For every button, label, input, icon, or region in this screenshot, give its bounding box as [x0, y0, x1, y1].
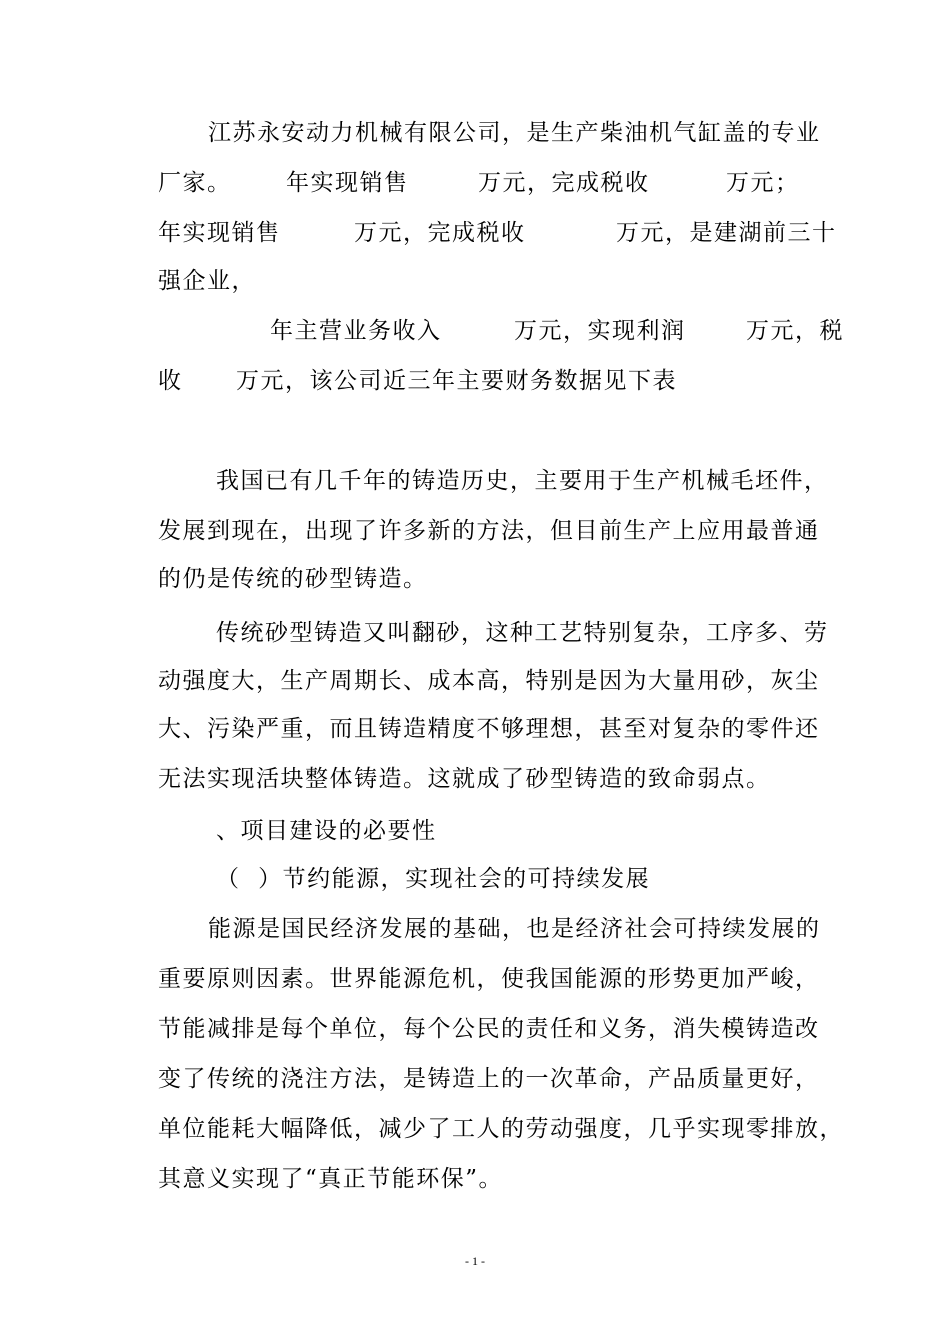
text: 动强度大，生产周期长、成本高，特别是因为大量用砂，灰尘: [158, 668, 820, 694]
text: 年实现销售: [286, 170, 409, 196]
text: 江苏永安动力机械有限公司，是生产柴油机气缸盖的专业: [208, 120, 821, 146]
paragraph-sand-casting-line-3: [158, 714, 848, 744]
paragraph-company-intro-line-1: [208, 118, 848, 148]
text: 万元，是建湖前三十: [616, 220, 837, 246]
text: 其意义实现了“真正节能环保”。: [158, 1166, 504, 1192]
text: 变了传统的浇注方法，是铸造上的一次革命，产品质量更好，: [158, 1066, 820, 1092]
paragraph-company-intro-line-2: [158, 168, 848, 198]
section-heading-necessity: [216, 816, 848, 846]
paragraph-energy-line-1: [208, 914, 848, 944]
text: 能源是国民经济发展的基础，也是经济社会可持续发展的: [208, 916, 821, 942]
paragraph-company-intro-line-4: [158, 266, 848, 296]
paragraph-company-intro-line-3: [158, 218, 848, 248]
text: 大、污染严重，而且铸造精度不够理想，甚至对复杂的零件还: [158, 716, 820, 742]
paragraph-energy-line-4: [158, 1064, 848, 1094]
text: 年实现销售: [158, 220, 281, 246]
text: 强企业，: [158, 268, 256, 294]
text: 收: [158, 368, 183, 394]
text: 无法实现活块整体铸造。这就成了砂型铸造的致命弱点。: [158, 766, 771, 792]
text: 单位能耗大幅降低，减少了工人的劳动强度，几乎实现零排放，: [158, 1116, 844, 1142]
text: 万元，完成税收: [478, 170, 650, 196]
text: 传统砂型铸造又叫翻砂，这种工艺特别复杂，工序多、劳: [216, 620, 829, 646]
paragraph-finance-line-2: [158, 366, 848, 396]
text: 厂家。: [158, 170, 232, 196]
page-number: - 1 -: [465, 1254, 485, 1268]
text: 发展到现在，出现了许多新的方法，但目前生产上应用最普通: [158, 518, 820, 544]
paragraph-finance-line-1: [158, 316, 848, 346]
text: 节能减排是每个单位，每个公民的责任和义务，消失模铸造改: [158, 1016, 820, 1042]
text: 、项目建设的必要性: [216, 818, 437, 844]
text: 我国已有几千年的铸造历史，主要用于生产机械毛坯件，: [216, 468, 829, 494]
text: 重要原则因素。世界能源危机，使我国能源的形势更加严峻，: [158, 966, 820, 992]
text: 万元；: [726, 170, 800, 196]
paragraph-sand-casting-line-2: [158, 666, 848, 696]
subsection-heading-energy-saving: [216, 864, 848, 894]
text: 年主营业务收入: [270, 318, 442, 344]
paragraph-energy-line-3: [158, 1014, 848, 1044]
paragraph-energy-line-5: [158, 1114, 848, 1144]
paragraph-energy-line-2: [158, 964, 848, 994]
text: 的仍是传统的砂型铸造。: [158, 566, 428, 592]
paragraph-sand-casting-line-1: [216, 618, 848, 648]
paragraph-casting-history-line-1: [216, 466, 848, 496]
paragraph-sand-casting-line-4: [158, 764, 848, 794]
text: 万元，实现利润: [514, 318, 686, 344]
text: 万元，该公司近三年主要财务数据见下表: [236, 368, 677, 394]
paragraph-casting-history-line-3: [158, 564, 848, 594]
paragraph-energy-line-6: [158, 1164, 848, 1194]
text: 万元，税: [746, 318, 844, 344]
text: （ ）节约能源，实现社会的可持续发展: [216, 866, 651, 892]
paragraph-casting-history-line-2: [158, 516, 848, 546]
text: 万元，完成税收: [354, 220, 526, 246]
